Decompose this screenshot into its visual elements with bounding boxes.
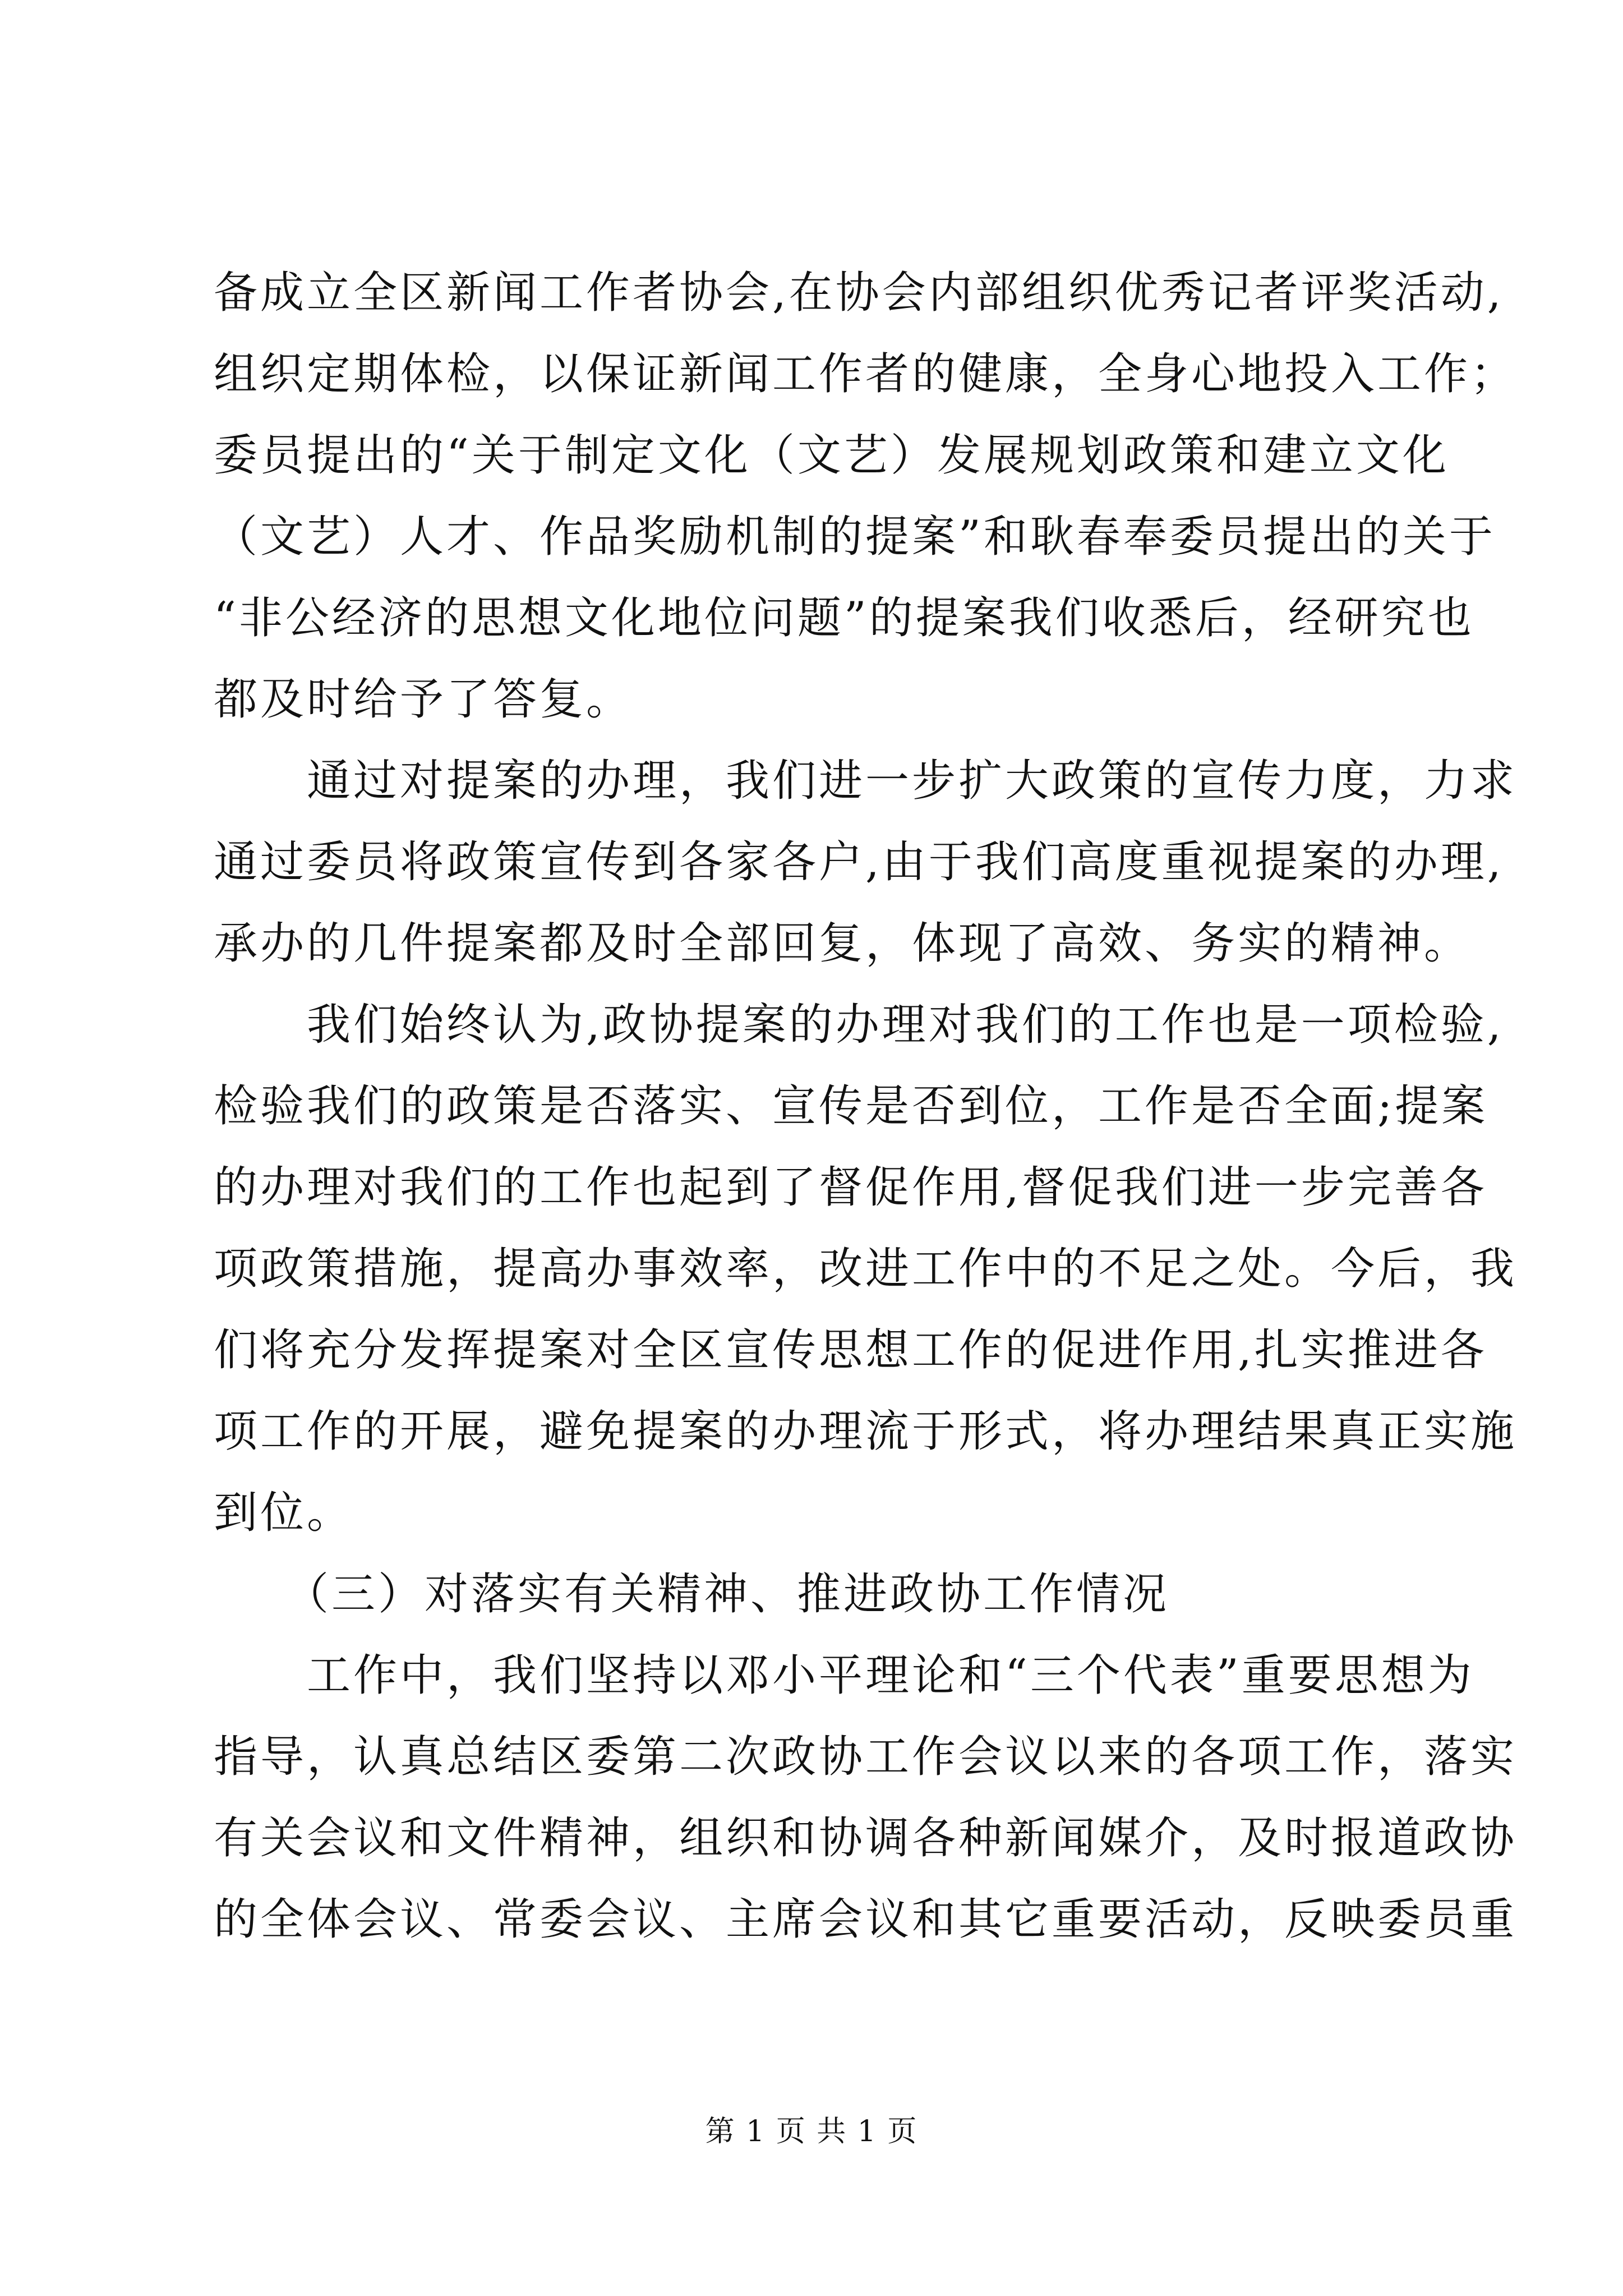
section-heading: （三）对落实有关精神、推进政协工作情况 <box>214 1569 1170 1619</box>
text-line: 工作中，我们坚持以邓小平理论和“三个代表”重要思想为 <box>214 1650 1474 1701</box>
body-text <box>214 252 1518 1961</box>
text-line: 有关会议和文件精神，组织和协调各种新闻媒介，及时报道政协 <box>214 1813 1518 1864</box>
text-line: 项政策措施，提高办事效率，改进工作中的不足之处。今后，我 <box>214 1244 1518 1294</box>
text-line: 都及时给予了答复。 <box>214 674 633 725</box>
page-indicator: 第 1 页 共 1 页 <box>705 2115 918 2148</box>
text-line: （文艺）人才、作品奖励机制的提案”和耿春奉委员提出的关于 <box>214 512 1496 562</box>
text-line: 组织定期体检，以保证新闻工作者的健康，全身心地投入工作； <box>214 349 1518 399</box>
text-line: 通过委员将政策宣传到各家各户,由于我们高度重视提案的办理, <box>214 837 1504 887</box>
text-line: 检验我们的政策是否落实、宣传是否到位，工作是否全面;提案 <box>214 1081 1488 1131</box>
text-line: 通过对提案的办理，我们进一步扩大政策的宣传力度，力求 <box>214 756 1518 806</box>
text-line: 到位。 <box>214 1488 354 1538</box>
page-footer <box>0 2109 1623 2154</box>
text-line: 们将充分发挥提案对全区宣传思想工作的促进作用,扎实推进各 <box>214 1325 1487 1375</box>
text-line: 项工作的开展，避免提案的办理流于形式，将办理结果真正实施 <box>214 1406 1518 1457</box>
text-line: 我们始终认为,政协提案的办理对我们的工作也是一项检验, <box>214 1000 1504 1050</box>
text-line: 指导，认真总结区委第二次政协工作会议以来的各项工作，落实 <box>214 1732 1518 1782</box>
text-line: 的全体会议、常委会议、主席会议和其它重要活动，反映委员重 <box>214 1894 1518 1945</box>
text-line: 承办的几件提案都及时全部回复，体现了高效、务实的精神。 <box>214 918 1471 969</box>
text-line: 委员提出的“关于制定文化（文艺）发展规划政策和建立文化 <box>214 430 1449 481</box>
text-line: 的办理对我们的工作也起到了督促作用,督促我们进一步完善各 <box>214 1162 1487 1213</box>
text-line: “非公经济的思想文化地位问题”的提案我们收悉后，经研究也 <box>214 593 1474 643</box>
text-line: 备成立全区新闻工作者协会,在协会内部组织优秀记者评奖活动, <box>214 268 1504 318</box>
